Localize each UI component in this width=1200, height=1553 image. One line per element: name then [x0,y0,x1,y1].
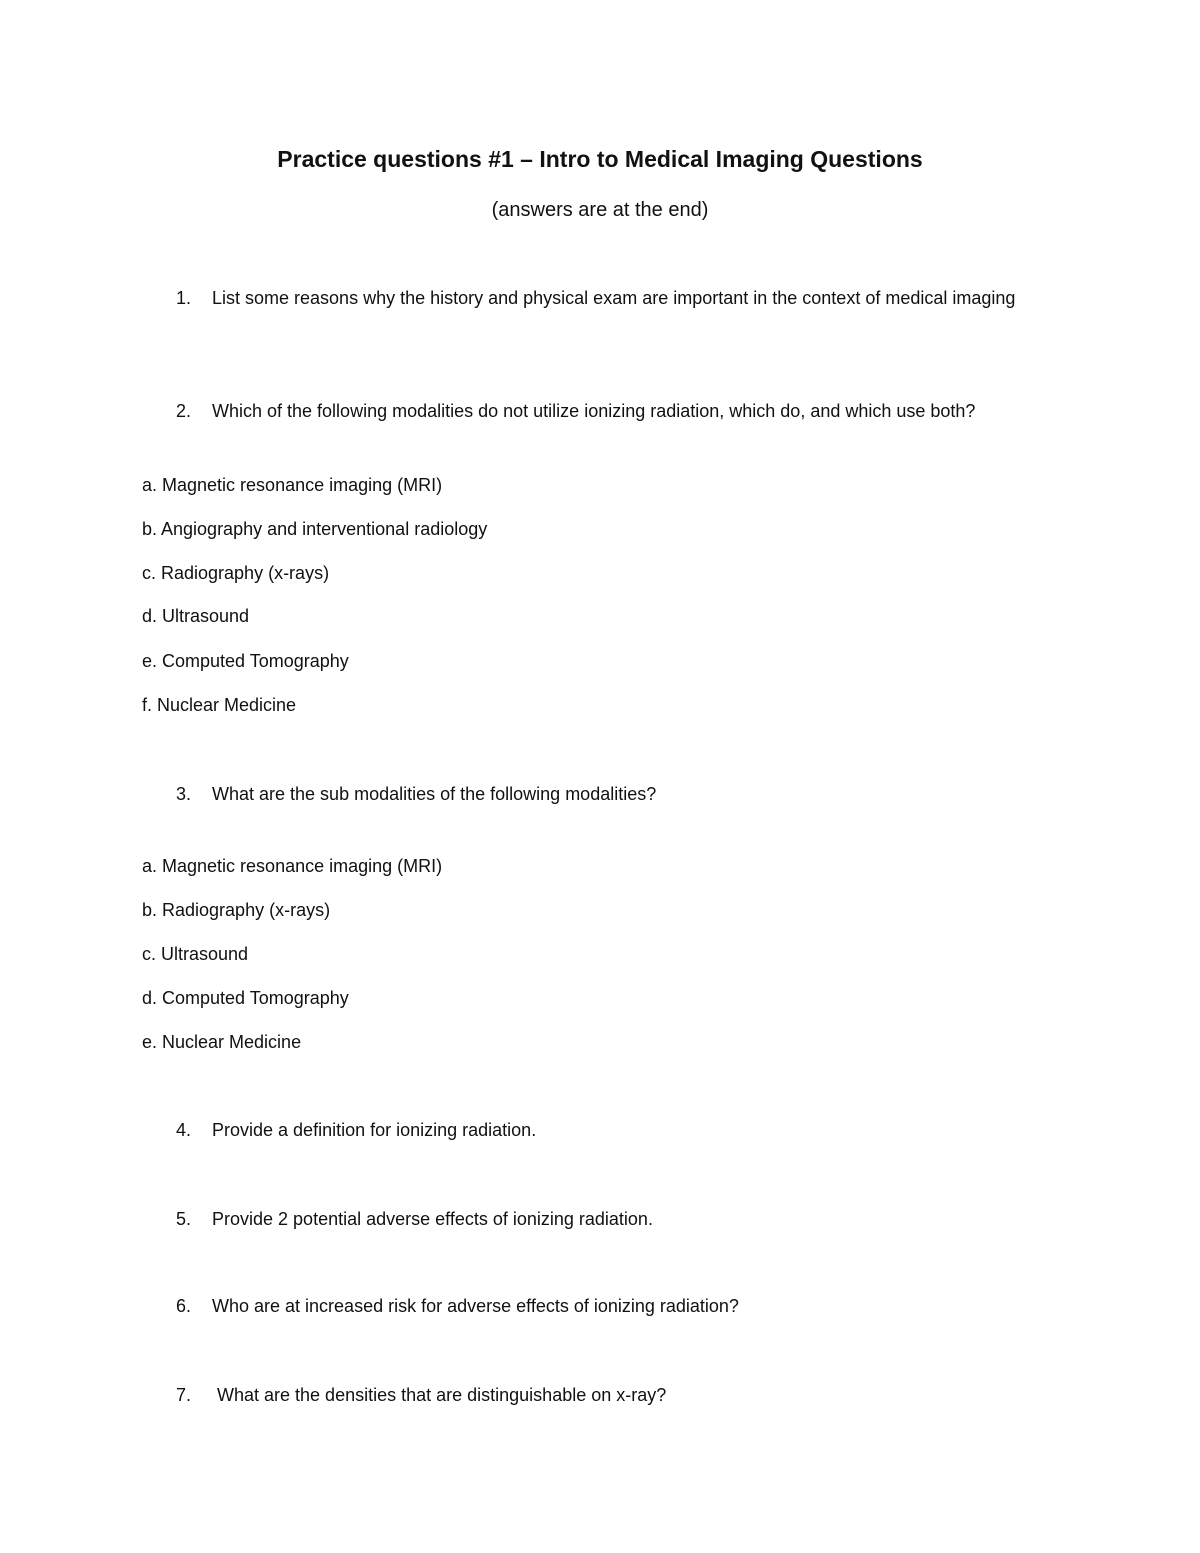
question-2-option-e: e. Computed Tomography [142,651,349,671]
question-5 [176,1205,1036,1233]
question-2-option-f: f. Nuclear Medicine [142,695,297,715]
question-3-option-a: a. Magnetic resonance imaging (MRI) [142,856,443,876]
question-text: List some reasons why the history and physical exam are important in the context of medical imaging [212,288,1016,308]
question-2-option-d: d. Ultrasound [142,606,250,626]
question-7 [176,1381,1036,1409]
question-text: Provide a definition for ionizing radiation. [212,1120,537,1140]
page-subtitle: (answers are at the end) [491,199,709,221]
question-1 [176,284,1036,312]
question-3-option-b: b. Radiography (x-rays) [142,900,331,920]
question-number: 4. [176,1120,192,1140]
question-2-option-a: a. Magnetic resonance imaging (MRI) [142,475,443,495]
question-number: 6. [176,1296,192,1316]
question-number: 5. [176,1209,192,1229]
question-2 [176,397,1036,425]
question-text: What are the sub modalities of the following modalities? [212,784,657,804]
question-6 [176,1292,1036,1320]
question-number: 3. [176,784,192,804]
question-3-option-c: c. Ultrasound [142,944,249,964]
page-title: Practice questions #1 – Intro to Medical Imaging Questions [277,146,923,172]
question-2-option-c: c. Radiography (x-rays) [142,563,330,583]
question-text: Which of the following modalities do not utilize ionizing radiation, which do, and which use both? [212,401,976,421]
question-text: Who are at increased risk for adverse effects of ionizing radiation? [212,1296,739,1316]
question-3-option-d: d. Computed Tomography [142,988,349,1008]
question-text: What are the densities that are distinguishable on x-ray? [212,1385,667,1405]
question-text: Provide 2 potential adverse effects of ionizing radiation. [212,1209,653,1229]
question-2-option-b: b. Angiography and interventional radiology [142,519,488,539]
question-number: 2. [176,401,192,421]
question-4 [176,1116,1036,1144]
question-number: 1. [176,288,192,308]
question-number: 7. [176,1385,192,1405]
question-3-option-e: e. Nuclear Medicine [142,1032,302,1052]
question-3 [176,780,1036,808]
